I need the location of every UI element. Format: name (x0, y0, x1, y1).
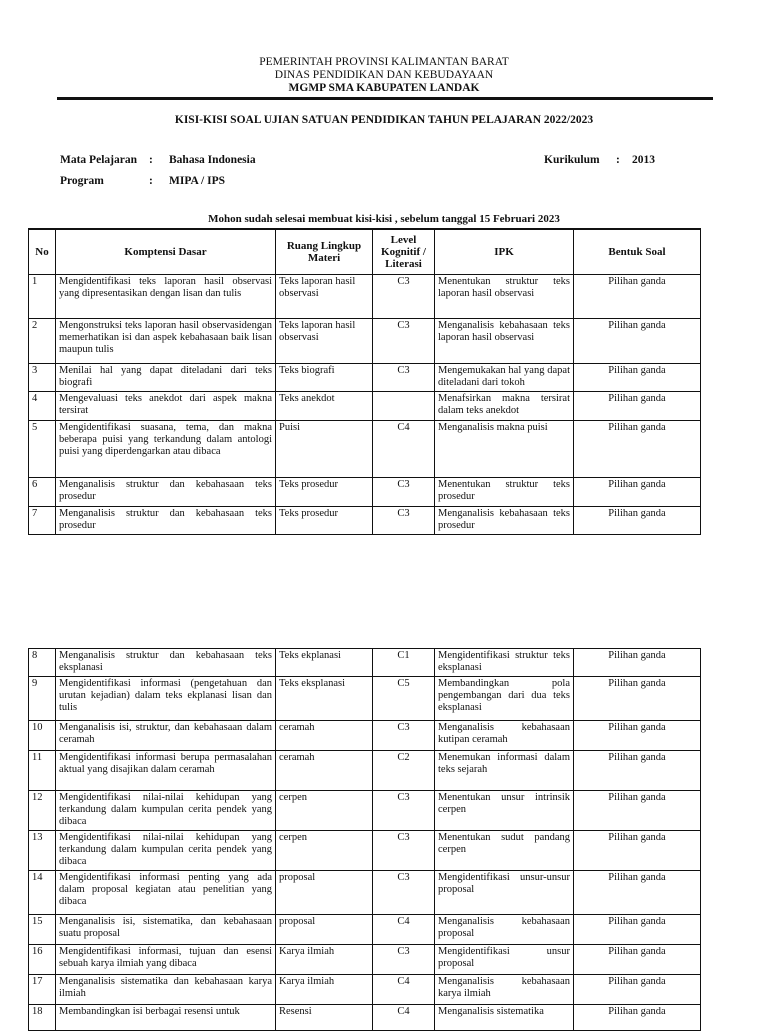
cell-bentuk-soal: Pilihan ganda (574, 363, 701, 391)
cell-ipk: Menentukan struktur teks laporan hasil observasi (435, 274, 574, 318)
header-kompetensi-dasar: Komptensi Dasar (56, 229, 276, 274)
cell-ipk: Menentukan struktur teks prosedur (435, 477, 574, 506)
cell-no: 7 (29, 506, 56, 534)
table-row (29, 318, 701, 363)
cell-no: 5 (29, 420, 56, 477)
cell-level-kognitif: C3 (373, 871, 435, 915)
cell-ruang-lingkup: proposal (276, 871, 373, 915)
cell-ruang-lingkup: cerpen (276, 831, 373, 871)
cell-bentuk-soal: Pilihan ganda (574, 274, 701, 318)
header-ruang-lingkup: Ruang Lingkup Materi (276, 229, 373, 274)
cell-no: 2 (29, 318, 56, 363)
table-row (29, 945, 701, 975)
cell-ipk: Menemukan informasi dalam teks sejarah (435, 751, 574, 791)
table-row (29, 831, 701, 871)
cell-level-kognitif: C3 (373, 363, 435, 391)
cell-bentuk-soal: Pilihan ganda (574, 506, 701, 534)
cell-level-kognitif: C5 (373, 677, 435, 721)
program-separator: : (149, 175, 153, 187)
table-row (29, 975, 701, 1005)
cell-ruang-lingkup: Teks biografi (276, 363, 373, 391)
cell-kompetensi-dasar: Mengidentifikasi informasi (pengetahuan dan urutan kejadian) dalam teks ekplanasi lisan dan tulis (56, 677, 276, 721)
cell-ipk: Mengidentifikasi struktur teks eksplanasi (435, 649, 574, 677)
cell-level-kognitif: C3 (373, 506, 435, 534)
cell-no: 13 (29, 831, 56, 871)
cell-kompetensi-dasar: Menganalisis struktur dan kebahasaan teks prosedur (56, 477, 276, 506)
cell-ruang-lingkup: ceramah (276, 721, 373, 751)
cell-no: 9 (29, 677, 56, 721)
cell-kompetensi-dasar: Mengidentifikasi suasana, tema, dan makna beberapa puisi yang terkandung dalam antologi puisi yang diperdengarkan atau dibaca (56, 420, 276, 477)
cell-ruang-lingkup: Puisi (276, 420, 373, 477)
cell-ruang-lingkup: Teks prosedur (276, 477, 373, 506)
cell-bentuk-soal: Pilihan ganda (574, 477, 701, 506)
cell-no: 6 (29, 477, 56, 506)
cell-no: 3 (29, 363, 56, 391)
cell-ipk: Menganalisis sistematika (435, 1005, 574, 1031)
cell-kompetensi-dasar: Mengevaluasi teks anekdot dari aspek makna tersirat (56, 391, 276, 420)
table-row (29, 274, 701, 318)
cell-level-kognitif: C3 (373, 791, 435, 831)
cell-level-kognitif: C3 (373, 477, 435, 506)
cell-no: 18 (29, 1005, 56, 1031)
cell-ipk: Menganalisis kebahasaan teks laporan hasil observasi (435, 318, 574, 363)
curriculum-value: 2013 (632, 154, 655, 166)
cell-ipk: Mengidentifikasi unsur proposal (435, 945, 574, 975)
cell-ipk: Menganalisis kebahasaan karya ilmiah (435, 975, 574, 1005)
cell-level-kognitif: C3 (373, 721, 435, 751)
table-row (29, 363, 701, 391)
cell-level-kognitif: C2 (373, 751, 435, 791)
table-row (29, 1005, 701, 1031)
cell-kompetensi-dasar: Menganalisis isi, sistematika, dan kebahasaan suatu proposal (56, 915, 276, 945)
table-row (29, 751, 701, 791)
subject-separator: : (149, 154, 153, 166)
table-row (29, 721, 701, 751)
cell-level-kognitif: C3 (373, 831, 435, 871)
cell-ipk: Menafsirkan makna tersirat dalam teks anekdot (435, 391, 574, 420)
cell-no: 4 (29, 391, 56, 420)
cell-kompetensi-dasar: Mengidentifikasi teks laporan hasil observasi yang dipresentasikan dengan lisan dan tulis (56, 274, 276, 318)
table-row (29, 915, 701, 945)
cell-kompetensi-dasar: Menganalisis isi, struktur, dan kebahasaan dalam ceramah (56, 721, 276, 751)
subject-label: Mata Pelajaran (60, 154, 137, 166)
cell-level-kognitif: C1 (373, 649, 435, 677)
cell-level-kognitif: C4 (373, 915, 435, 945)
letterhead (0, 56, 768, 95)
cell-level-kognitif: C3 (373, 318, 435, 363)
cell-ruang-lingkup: Karya ilmiah (276, 945, 373, 975)
cell-kompetensi-dasar: Menilai hal yang dapat diteladani dari teks biografi (56, 363, 276, 391)
kisi-kisi-table-page2 (28, 648, 701, 1031)
cell-kompetensi-dasar: Mengidentifikasi informasi berupa permasalahan aktual yang disajikan dalam ceramah (56, 751, 276, 791)
cell-bentuk-soal: Pilihan ganda (574, 1005, 701, 1031)
cell-ruang-lingkup: Teks eksplanasi (276, 677, 373, 721)
cell-bentuk-soal: Pilihan ganda (574, 318, 701, 363)
curriculum-label: Kurikulum (544, 154, 600, 166)
cell-ruang-lingkup: Teks anekdot (276, 391, 373, 420)
cell-ruang-lingkup: Teks laporan hasil observasi (276, 274, 373, 318)
cell-kompetensi-dasar: Mengidentifikasi nilai-nilai kehidupan yang terkandung dalam kumpulan cerita pendek yang dibaca (56, 791, 276, 831)
cell-ruang-lingkup: cerpen (276, 791, 373, 831)
cell-bentuk-soal: Pilihan ganda (574, 420, 701, 477)
cell-ipk: Membandingkan pola pengembangan dari dua teks eksplanasi (435, 677, 574, 721)
table-row (29, 649, 701, 677)
cell-ipk: Menentukan sudut pandang cerpen (435, 831, 574, 871)
cell-no: 12 (29, 791, 56, 831)
header-level-kognitif: Level Kognitif / Literasi (373, 229, 435, 274)
table-row (29, 506, 701, 534)
cell-ipk: Menentukan unsur intrinsik cerpen (435, 791, 574, 831)
cell-ipk: Menganalisis kebahasaan kutipan ceramah (435, 721, 574, 751)
table-body-page2 (29, 649, 701, 1031)
letterhead-line-agency: DINAS PENDIDIKAN DAN KEBUDAYAAN (274, 69, 494, 81)
cell-kompetensi-dasar: Menganalisis sistematika dan kebahasaan karya ilmiah (56, 975, 276, 1005)
cell-ipk: Menganalisis kebahasaan teks prosedur (435, 506, 574, 534)
table-row (29, 477, 701, 506)
kisi-kisi-table-page1 (28, 228, 701, 535)
header-ipk: IPK (435, 229, 574, 274)
cell-kompetensi-dasar: Mengonstruksi teks laporan hasil observasidengan memerhatikan isi dan aspek kebahasaan baik lisan maupun tulis (56, 318, 276, 363)
cell-bentuk-soal: Pilihan ganda (574, 915, 701, 945)
document-title: KISI-KISI SOAL UJIAN SATUAN PENDIDIKAN TAHUN PELAJARAN 2022/2023 (174, 114, 594, 126)
cell-bentuk-soal: Pilihan ganda (574, 945, 701, 975)
deadline-note: Mohon sudah selesai membuat kisi-kisi , sebelum tanggal 15 Februari 2023 (208, 213, 560, 225)
header-no: No (29, 229, 56, 274)
letterhead-line-mgmp: MGMP SMA KABUPATEN LANDAK (288, 82, 480, 94)
cell-no: 1 (29, 274, 56, 318)
cell-no: 16 (29, 945, 56, 975)
table-row (29, 791, 701, 831)
cell-bentuk-soal: Pilihan ganda (574, 975, 701, 1005)
cell-bentuk-soal: Pilihan ganda (574, 677, 701, 721)
cell-ruang-lingkup: proposal (276, 915, 373, 945)
cell-kompetensi-dasar: Menganalisis struktur dan kebahasaan teks prosedur (56, 506, 276, 534)
cell-no: 14 (29, 871, 56, 915)
cell-no: 15 (29, 915, 56, 945)
cell-level-kognitif: C3 (373, 945, 435, 975)
cell-bentuk-soal: Pilihan ganda (574, 791, 701, 831)
cell-bentuk-soal: Pilihan ganda (574, 391, 701, 420)
cell-ruang-lingkup: Resensi (276, 1005, 373, 1031)
header-bentuk-soal: Bentuk Soal (574, 229, 701, 274)
cell-bentuk-soal: Pilihan ganda (574, 871, 701, 915)
cell-level-kognitif: C4 (373, 420, 435, 477)
cell-kompetensi-dasar: Membandingkan isi berbagai resensi untuk (56, 1005, 276, 1031)
cell-ipk: Mengidentifikasi unsur-unsur proposal (435, 871, 574, 915)
cell-kompetensi-dasar: Mengidentifikasi informasi, tujuan dan esensi sebuah karya ilmiah yang dibaca (56, 945, 276, 975)
cell-kompetensi-dasar: Mengidentifikasi nilai-nilai kehidupan yang terkandung dalam kumpulan cerita pendek yang dibaca (56, 831, 276, 871)
table-row (29, 871, 701, 915)
cell-ipk: Menganalisis kebahasaan proposal (435, 915, 574, 945)
table-row (29, 677, 701, 721)
table-row (29, 391, 701, 420)
cell-level-kognitif (373, 391, 435, 420)
program-label: Program (60, 175, 104, 187)
cell-ipk: Mengemukakan hal yang dapat diteladani dari tokoh (435, 363, 574, 391)
cell-ruang-lingkup: Teks ekplanasi (276, 649, 373, 677)
program-value: MIPA / IPS (169, 175, 226, 187)
table-body-page1 (29, 274, 701, 534)
cell-level-kognitif: C3 (373, 274, 435, 318)
cell-ruang-lingkup: Karya ilmiah (276, 975, 373, 1005)
table-header-row (29, 229, 701, 274)
cell-ipk: Menganalisis makna puisi (435, 420, 574, 477)
cell-ruang-lingkup: Teks prosedur (276, 506, 373, 534)
curriculum-separator: : (616, 154, 620, 166)
letterhead-rule (57, 97, 713, 100)
cell-kompetensi-dasar: Mengidentifikasi informasi penting yang ada dalam proposal kegiatan atau penelitian yang dibaca (56, 871, 276, 915)
cell-bentuk-soal: Pilihan ganda (574, 721, 701, 751)
cell-bentuk-soal: Pilihan ganda (574, 649, 701, 677)
cell-level-kognitif: C4 (373, 1005, 435, 1031)
table-row (29, 420, 701, 477)
subject-value: Bahasa Indonesia (169, 154, 256, 166)
cell-bentuk-soal: Pilihan ganda (574, 751, 701, 791)
cell-no: 8 (29, 649, 56, 677)
cell-ruang-lingkup: ceramah (276, 751, 373, 791)
cell-no: 10 (29, 721, 56, 751)
cell-level-kognitif: C4 (373, 975, 435, 1005)
cell-no: 11 (29, 751, 56, 791)
cell-kompetensi-dasar: Menganalisis struktur dan kebahasaan teks eksplanasi (56, 649, 276, 677)
cell-ruang-lingkup: Teks laporan hasil observasi (276, 318, 373, 363)
cell-bentuk-soal: Pilihan ganda (574, 831, 701, 871)
cell-no: 17 (29, 975, 56, 1005)
letterhead-line-province: PEMERINTAH PROVINSI KALIMANTAN BARAT (259, 56, 509, 68)
